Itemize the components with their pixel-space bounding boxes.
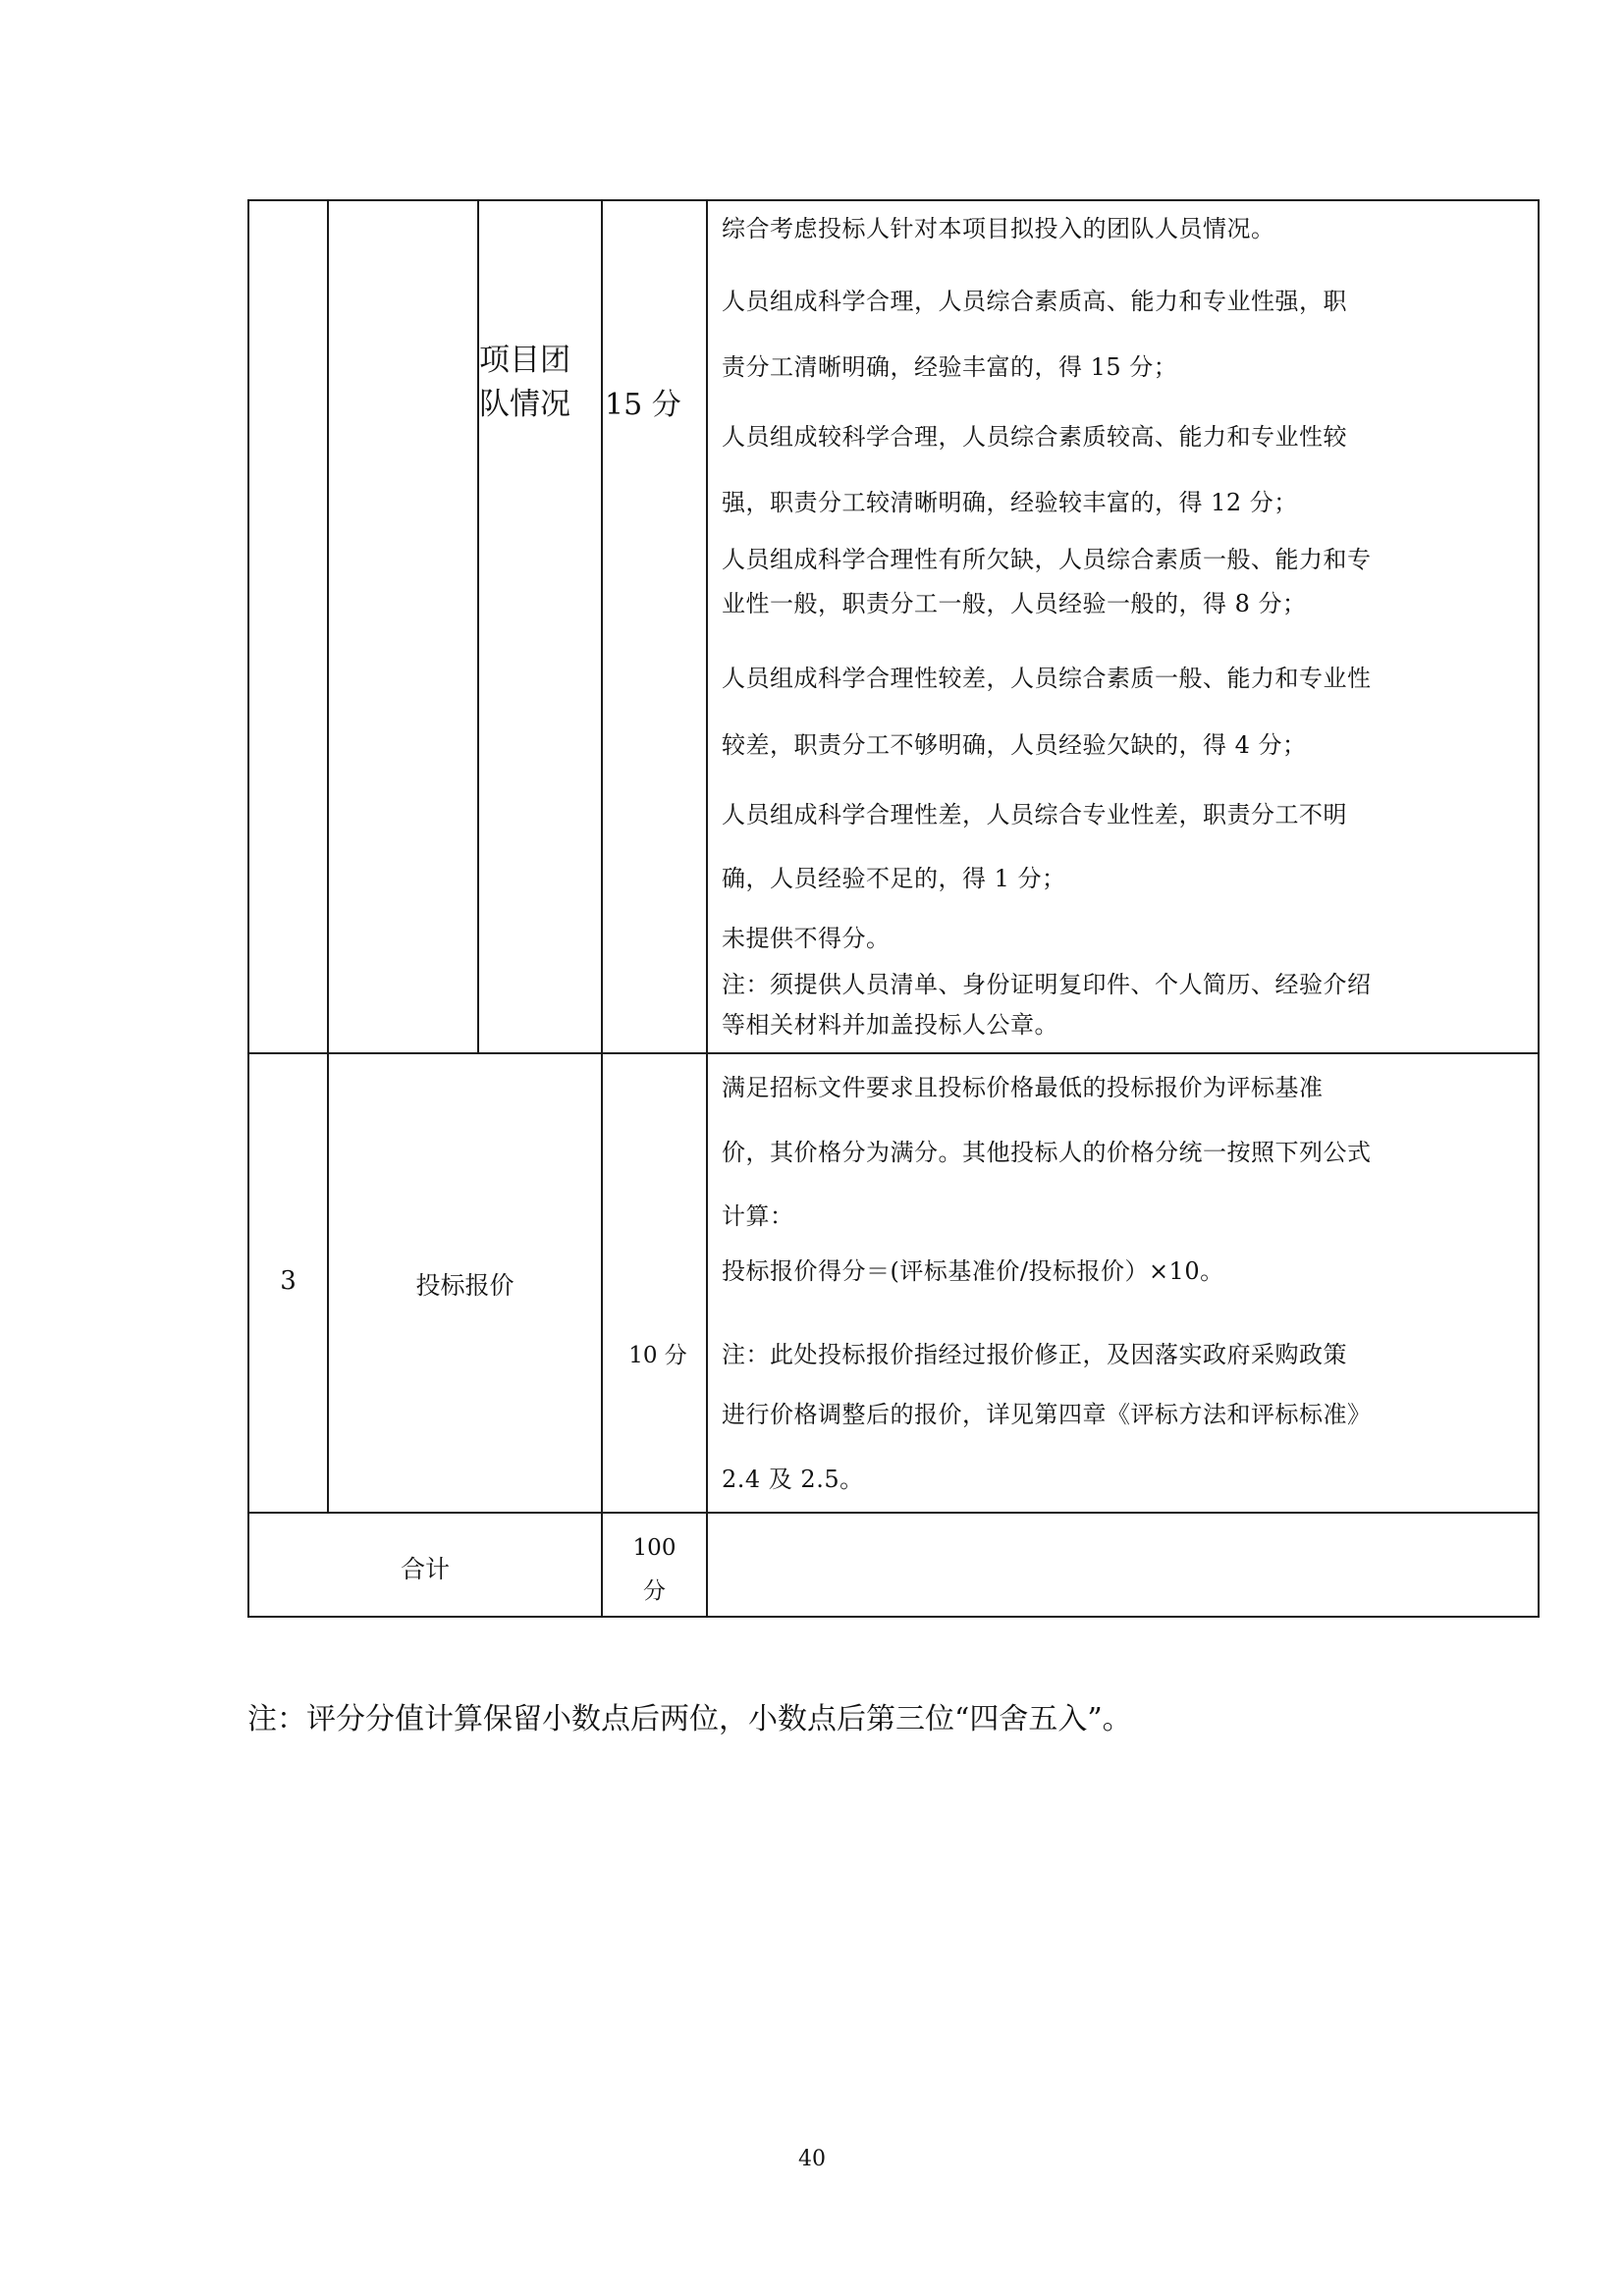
total-score-number: 100 (632, 1535, 677, 1561)
table-column-divider (477, 199, 479, 1052)
table-column-divider (327, 199, 329, 1514)
criteria-line: 投标报价得分＝(评标基准价/投标报价）×10。 (722, 1257, 1224, 1285)
criteria-line: 业性一般，职责分工一般，人员经验一般的，得 8 分； (722, 590, 1307, 617)
table-border-bottom (247, 1616, 1540, 1618)
criteria-line: 注：须提供人员清单、身份证明复印件、个人简历、经验介绍 (722, 971, 1372, 998)
sub-item-label-line: 队情况 (479, 387, 570, 422)
team-score: 15 分 (605, 388, 681, 422)
criteria-line: 人员组成科学合理性差，人员综合专业性差，职责分工不明 (722, 801, 1347, 828)
item-label: 投标报价 (415, 1271, 514, 1300)
table-border-left (247, 199, 249, 1618)
table-row-divider (247, 1512, 1540, 1514)
criteria-line: 等相关材料并加盖投标人公章。 (722, 1011, 1058, 1039)
criteria-line: 满足招标文件要求且投标价格最低的投标报价为评标基准 (722, 1074, 1324, 1101)
criteria-line: 人员组成科学合理性较差，人员综合素质一般、能力和专业性 (722, 665, 1372, 692)
scoring-note: 注：评分分值计算保留小数点后两位，小数点后第三位“四舍五入”。 (247, 1702, 1132, 1736)
bid-price-score: 10 分 (628, 1343, 687, 1368)
criteria-line: 综合考虑投标人针对本项目拟投入的团队人员情况。 (722, 215, 1275, 242)
total-score (603, 1526, 706, 1613)
sub-item-label-line: 项目团 (479, 343, 570, 378)
row-number: 3 (280, 1266, 297, 1296)
table-border-top (247, 199, 1540, 201)
total-score-unit: 分 (643, 1578, 666, 1604)
criteria-line: 价，其价格分为满分。其他投标人的价格分统一按照下列公式 (722, 1139, 1372, 1166)
table-border-right (1538, 199, 1540, 1618)
criteria-line: 注：此处投标报价指经过报价修正，及因落实政府采购政策 (722, 1341, 1347, 1368)
criteria-line: 未提供不得分。 (722, 925, 891, 952)
criteria-line: 强，职责分工较清晰明确，经验较丰富的，得 12 分； (722, 489, 1298, 516)
total-label: 合计 (400, 1555, 450, 1583)
criteria-line: 人员组成科学合理性有所欠缺，人员综合素质一般、能力和专 (722, 546, 1372, 573)
criteria-line: 较差，职责分工不够明确，人员经验欠缺的，得 4 分； (722, 731, 1307, 759)
criteria-line: 责分工清晰明确，经验丰富的，得 15 分； (722, 353, 1178, 381)
sub-item-label (479, 339, 601, 427)
criteria-line: 2.4 及 2.5。 (722, 1466, 864, 1493)
criteria-line: 人员组成较科学合理，人员综合素质较高、能力和专业性较 (722, 423, 1347, 451)
criteria-line: 计算： (722, 1202, 794, 1230)
criteria-line: 进行价格调整后的报价，详见第四章《评标方法和评标标准》 (722, 1401, 1372, 1428)
table-row-divider (247, 1052, 1540, 1054)
page-number: 40 (798, 2147, 826, 2171)
criteria-line: 人员组成科学合理，人员综合素质高、能力和专业性强，职 (722, 288, 1347, 315)
criteria-line: 确，人员经验不足的，得 1 分； (722, 865, 1066, 892)
